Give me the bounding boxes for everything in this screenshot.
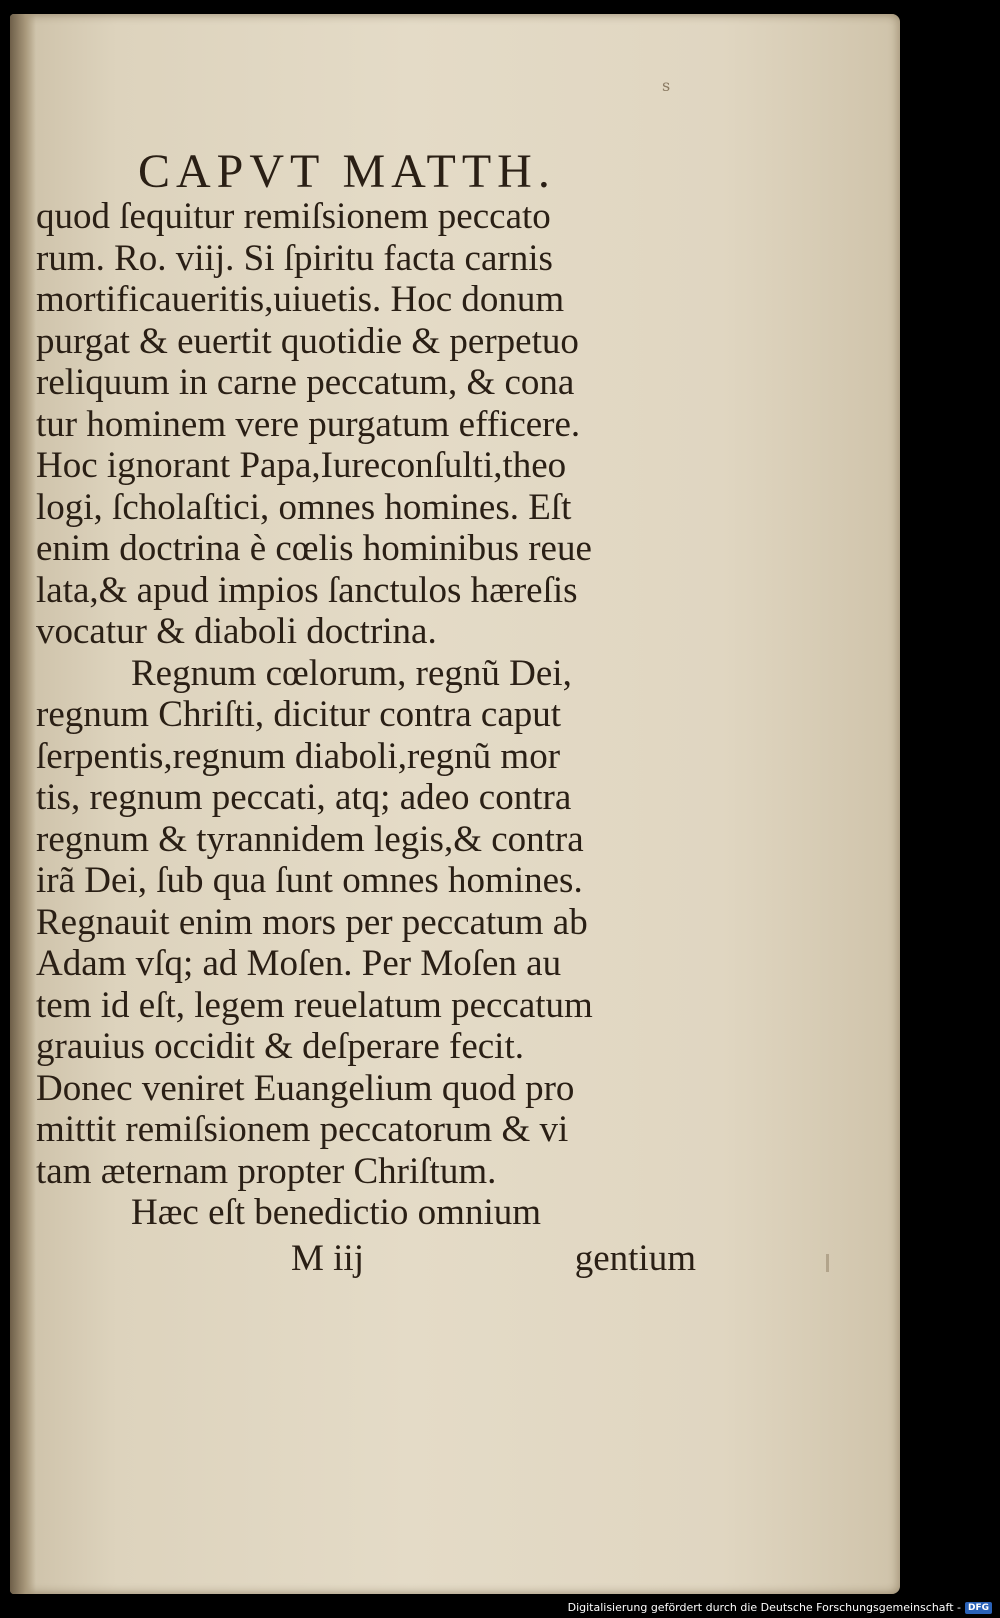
text-line: mittit remiſsionem peccatorum & vi: [36, 1109, 569, 1150]
signature-mark: M iij: [291, 1238, 364, 1279]
running-head: CAPVT MATTH.: [138, 145, 556, 198]
text-line: rum. Ro. viij. Si ſpiritu facta carnis: [36, 237, 553, 279]
text-line: enim doctrina è cœlis hominibus reue: [36, 528, 592, 569]
catchword: gentium: [574, 1238, 696, 1279]
text-line: vocatur & diaboli doctrina.: [36, 611, 437, 652]
text-line: mortificaueritis,uiuetis. Hoc donum: [36, 279, 565, 320]
text-line: reliquum in carne peccatum, & cona: [36, 362, 575, 403]
text-line: regnum Chriſti, dicitur contra caput: [36, 694, 562, 735]
paragraph-start-line: Hæc eſt benedictio omnium: [131, 1192, 541, 1233]
paper-blemish: [826, 1254, 829, 1272]
text-line: regnum & tyrannidem legis,& contra: [36, 818, 584, 860]
text-line: quod ſequitur remiſsionem peccato: [36, 196, 551, 237]
page-spine-shadow: [10, 14, 36, 1594]
text-line: logi, ſcholaſtici, omnes homines. Eſt: [36, 486, 572, 528]
text-line: ſerpentis,regnum diaboli,regnũ mor: [36, 735, 561, 777]
text-line: tis, regnum peccati, atq; adeo contra: [36, 777, 572, 818]
text-line: Regnauit enim mors per peccatum ab: [36, 901, 588, 943]
text-line: irã Dei, ſub qua ſunt omnes homines.: [36, 860, 583, 901]
page-footer: [36, 1233, 696, 1285]
text-line: tam æternam propter Chriſtum.: [36, 1150, 497, 1192]
text-line: Donec veniret Euangelium quod pro: [36, 1067, 575, 1109]
body-text: [36, 196, 696, 1234]
text-line: grauius occidit & deſperare fecit.: [36, 1026, 524, 1067]
book-page: [10, 14, 900, 1594]
text-line: tur hominem vere purgatum efficere.: [36, 403, 581, 445]
digitization-credit: [568, 1601, 992, 1614]
dfg-logo-icon: DFG: [965, 1602, 992, 1614]
text-line: Adam vſq; ad Moſen. Per Moſen au: [36, 943, 562, 984]
credit-text: Digitalisierung gefördert durch die Deutsche Forschungsgemeinschaft -: [567, 1601, 961, 1614]
text-line: lata,& apud impios ſanctulos hæreſis: [36, 569, 578, 611]
folio-mark: s: [662, 76, 671, 95]
text-line: tem id eſt, legem reuelatum peccatum: [36, 984, 593, 1026]
text-line: purgat & euertit quotidie & perpetuo: [36, 320, 579, 362]
text-line: Hoc ignorant Papa,Iureconſulti,theo: [36, 445, 567, 486]
paragraph-start-line: Regnum cœlorum, regnũ Dei,: [131, 652, 572, 694]
